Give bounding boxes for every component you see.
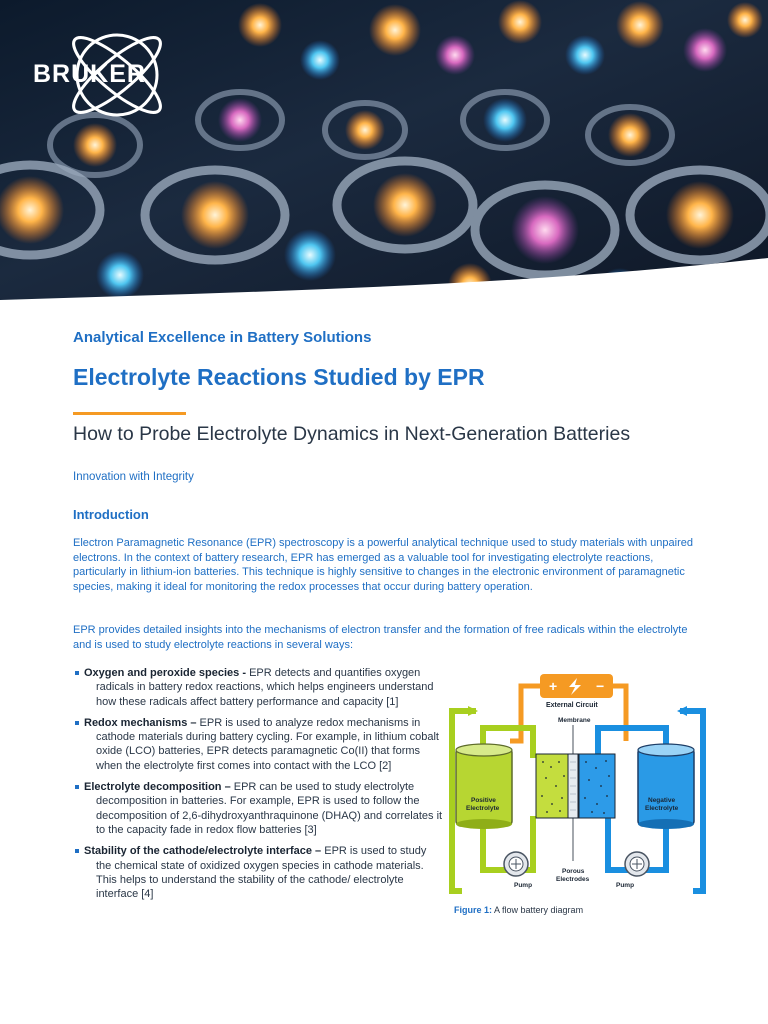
bullet-text: EPR can be used to study electrolyte decomposition in batteries. For example, EPR is used to follow the decomposition of 2,6-dihydroxyanthraquinone (DHAQ) and correlates it to the capacity fade in redox flow batteries [3] [96, 781, 443, 836]
bullet-icon [75, 671, 79, 675]
list-item [73, 780, 443, 837]
list-item [73, 666, 443, 709]
positive-electrolyte-tank [456, 744, 512, 829]
introduction-heading: Introduction [73, 507, 149, 522]
negative-electrolyte-tank [638, 744, 694, 829]
page-subtitle: How to Probe Electrolyte Dynamics in Next-Generation Batteries [73, 423, 631, 445]
tagline: Innovation with Integrity [73, 471, 194, 483]
bullet-text: EPR is used to analyze redox mechanisms in cathode materials during battery cycling. For example, in lithium cobalt oxide (LCO) batteries, EPR detects paramagnetic Co(II) that forms when the electrolyte first comes into contact with the LCO [2] [96, 716, 439, 772]
caption-text: A flow battery diagram [492, 905, 584, 915]
hero-banner-image [0, 0, 768, 305]
bullet-lead: Redox mechanisms – [84, 716, 197, 729]
logo-text: BRUKER [33, 60, 146, 88]
positive-label-line2: Electrolyte [466, 805, 500, 812]
bullet-icon [75, 721, 79, 725]
epr-uses-list [73, 666, 443, 908]
page-title: Electrolyte Reactions Studied by EPR [73, 364, 485, 390]
bullet-text: EPR detects and quantifies oxygen radicals in battery redox reactions, which helps engineers understand how these radicals affect battery performance and capacity [1] [96, 667, 434, 708]
porous-label-line2: Electrodes [556, 876, 590, 883]
membrane-label: Membrane [558, 717, 591, 724]
caption-number: Figure 1: [454, 905, 493, 915]
pump-right-label: Pump [616, 882, 635, 889]
pump-left-label: Pump [514, 882, 533, 889]
positive-label-line1: Positive [471, 797, 496, 804]
bullet-lead: Oxygen and peroxide species - [84, 667, 247, 679]
figure-caption [454, 905, 583, 915]
pump-left-icon [504, 852, 528, 876]
list-item [73, 844, 443, 901]
bullet-icon [75, 785, 79, 789]
bullet-lead: Electrolyte decomposition – [84, 781, 231, 794]
bullet-icon [75, 849, 79, 853]
series-title: Analytical Excellence in Battery Solutions [73, 329, 372, 346]
list-item [73, 716, 443, 773]
flow-cell-stack [536, 754, 615, 818]
pump-right-icon [625, 852, 649, 876]
bullet-text: EPR is used to study the chemical state of oxidized oxygen species in cathode materials. This helps to understand the stability of the cathode/ electrolyte interface [4] [96, 845, 427, 901]
minus-sign: − [596, 678, 605, 694]
intro-paragraph-2: EPR provides detailed insights into the mechanisms of electron transfer and the formation of free radicals within the electrolyte and is used to study electrolyte reactions in several ways: [73, 624, 688, 651]
external-circuit-label: External Circuit [546, 702, 598, 709]
negative-label-line1: Negative [648, 797, 676, 804]
porous-label-line1: Porous [562, 868, 585, 875]
intro-paragraph-1: Electron Paramagnetic Resonance (EPR) spectroscopy is a powerful analytical technique used to study materials with unpaired electrons. In the context of battery research, EPR has emerged as a valuable tool for investigating electrolyte reactions, particularly in lithium-ion batteries. This technique is highly sensitive to changes in the electronic environment of paramagnetic species, making it ideal for monitoring the redox processes that occur during battery operation. [73, 537, 693, 593]
accent-divider [73, 412, 186, 415]
flow-battery-diagram [448, 666, 708, 896]
negative-label-line2: Electrolyte [645, 805, 679, 812]
plus-sign: + [549, 678, 558, 694]
bullet-lead: Stability of the cathode/electrolyte interface – [84, 845, 322, 858]
